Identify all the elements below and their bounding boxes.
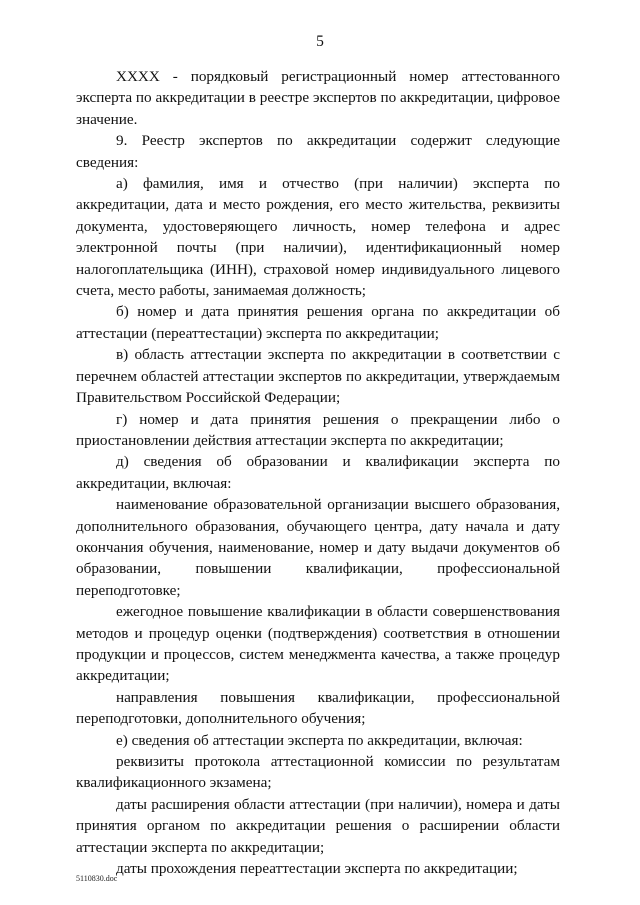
page-number: 5 <box>316 33 324 50</box>
paragraph-item-9: 9. Реестр экспертов по аккредитации содержит следующие сведения: <box>76 132 560 171</box>
paragraph-scope-extension: даты расширения области аттестации (при наличии), номера и даты принятия органом по аккредитации решения о расширении области аттестации эксперта по аккредитации; <box>76 795 560 856</box>
paragraph-training-directions: направления повышения квалификации, профессиональной переподготовки, дополнительного обучения; <box>76 688 560 728</box>
footer-filename: 5110830.doc <box>76 874 118 883</box>
paragraph-subitem-a: а) фамилия, имя и отчество (при наличии) эксперта по аккредитации, дата и место рождения, его место жительства, реквизиты документа, удостоверяющего личность, номер телефона и адрес электронной почты (при наличии), идентификационный номер налогоплательщика (ИНН), страховой номер индивидуального лицевого счета, место работы, занимаемая должность; <box>76 175 560 300</box>
paragraph-subitem-v: в) область аттестации эксперта по аккредитации в соответствии с перечнем областей аттестации экспертов по аккредитации, утверждаемым Правительством Российской Федерации; <box>76 346 560 407</box>
paragraph-exam-protocol: реквизиты протокола аттестационной комиссии по результатам квалификационного экзамена; <box>76 753 560 792</box>
paragraph-registration-number: XXXX - порядковый регистрационный номер аттестованного эксперта по аккредитации в реестре экспертов по аккредитации, цифровое значение. <box>76 68 560 128</box>
paragraph-subitem-d: д) сведения об образовании и квалификации эксперта по аккредитации, включая: <box>76 453 560 492</box>
paragraph-annual-training: ежегодное повышение квалификации в области совершенствования методов и процедур оценки (подтверждения) соответствия в отношении продукции и процессов, систем менеджмента качества, а также процедур аккредитации; <box>76 603 560 685</box>
paragraph-subitem-e: е) сведения об аттестации эксперта по аккредитации, включая: <box>116 731 523 749</box>
paragraph-education-institution: наименование образовательной организации высшего образования, дополнительного образования, обучающего центра, дату начала и дату окончания обучения, наименование, номер и дату выдачи документов об образовании, повышении квалификации, профессиональной переподготовке; <box>76 496 560 599</box>
document-body <box>76 66 560 879</box>
paragraph-reattestation-dates: даты прохождения переаттестации эксперта по аккредитации; <box>116 860 518 878</box>
paragraph-subitem-g: г) номер и дата принятия решения о прекращении либо о приостановлении действия аттестации эксперта по аккредитации; <box>76 410 560 449</box>
paragraph-subitem-b: б) номер и дата принятия решения органа по аккредитации об аттестации (переаттестации) эксперта по аккредитации; <box>76 303 560 342</box>
